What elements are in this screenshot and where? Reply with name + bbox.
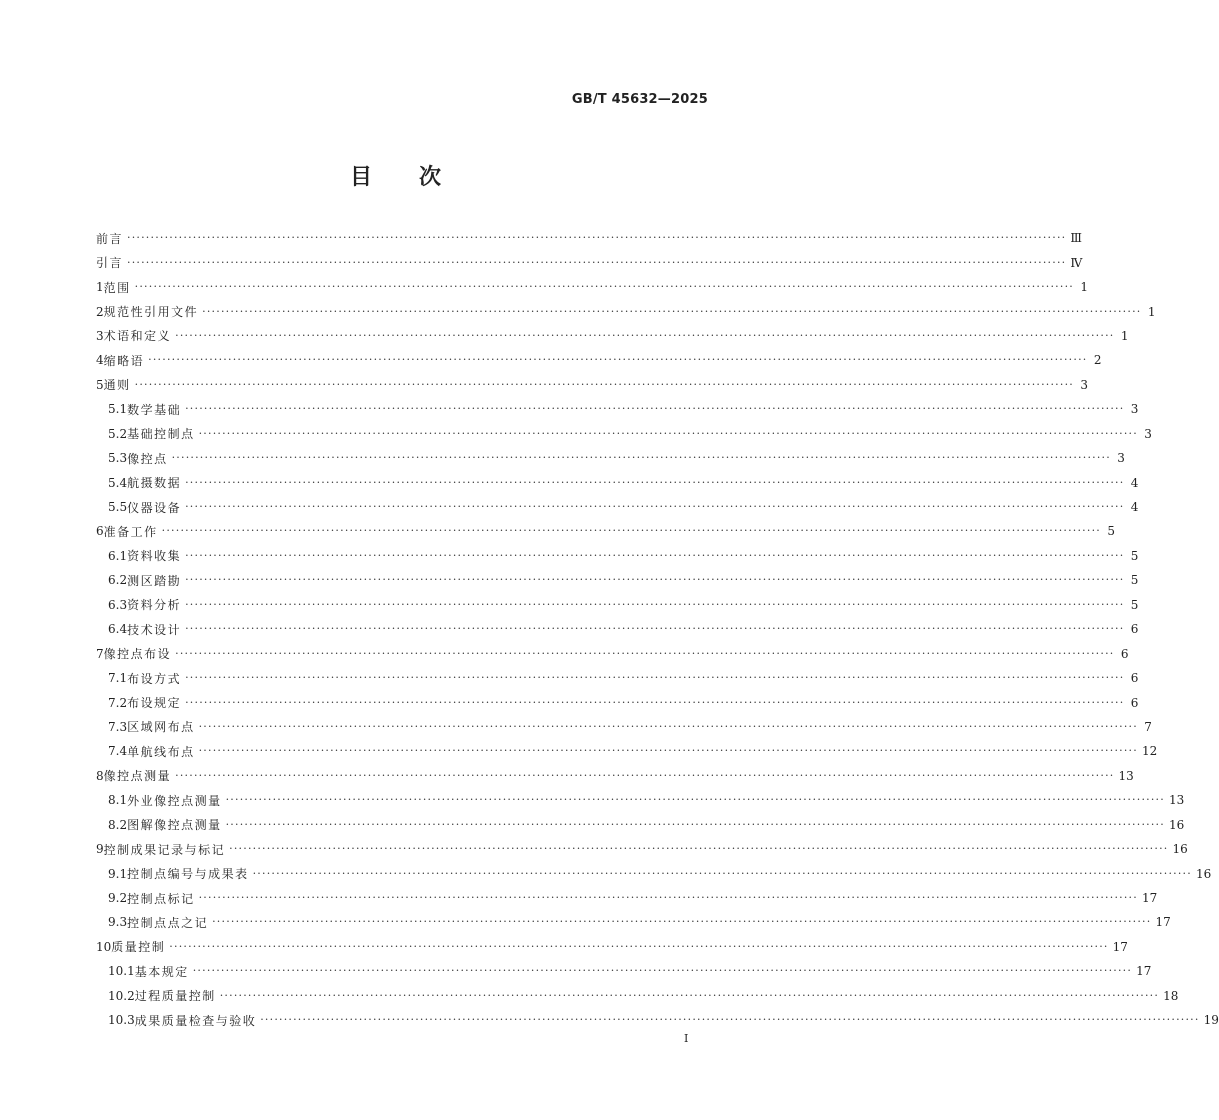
toc-entry-label: 测区踏勘 [127,573,182,588]
toc-leader-dots: ········································································································································································································ [185,573,1125,587]
toc-entry-number: 6.1 [108,548,128,563]
toc-entry-number: 7.3 [108,719,128,734]
toc-entry-label: 前言 [96,231,124,246]
toc-entry-number: 6.4 [108,622,128,637]
toc-entry[interactable] [96,250,1083,274]
toc-entry[interactable] [96,739,1158,763]
toc-entry-number: 5 [96,377,104,392]
toc-entry-page: 13 [1118,768,1134,783]
toc-entry[interactable] [96,617,1139,641]
toc-entry[interactable] [96,813,1185,837]
toc-entry-page: 5 [1130,548,1139,563]
toc-entry-label: 仪器设备 [127,500,182,515]
toc-leader-dots: ········································································································································································································ [219,988,1160,1002]
toc-entry[interactable] [96,910,1171,934]
toc-entry[interactable] [96,837,1188,861]
standard-code: GB/T 45632—2025 [571,92,708,107]
toc-entry[interactable] [96,959,1152,983]
toc-entry[interactable] [96,715,1152,739]
toc-entry[interactable] [96,373,1088,397]
toc-leader-dots: ········································································································································································································ [185,671,1125,685]
toc-entry-page: 18 [1163,988,1179,1003]
toc-entry[interactable] [96,935,1128,959]
toc-entry-page: 12 [1141,744,1158,759]
toc-entry-number: 1 [96,280,104,295]
toc-entry-number: 10 [96,939,112,954]
toc-entry[interactable] [96,470,1139,494]
toc-entry[interactable] [96,886,1158,910]
toc-entry-number: 6 [96,524,104,539]
toc-entry-page: 6 [1130,695,1139,710]
toc-entry-page: 17 [1112,939,1128,954]
toc-leader-dots: ········································································································································································································ [127,255,1067,269]
toc-leader-dots: ········································································································································································································ [198,719,1138,733]
toc-entry-page: 17 [1141,891,1158,906]
toc-entry-label: 控制点标记 [127,891,195,906]
toc-entry-number: 8.1 [108,793,128,808]
toc-entry-number: 10.2 [108,988,135,1003]
toc-entry-page: 3 [1117,451,1125,466]
toc-entry[interactable] [96,324,1129,348]
toc-entry-number: 5.3 [108,451,128,466]
toc-entry-label: 基础控制点 [127,427,195,442]
toc-entry-number: 7 [96,646,104,661]
toc-entry-label: 控制点编号与成果表 [127,867,249,882]
toc-entry[interactable] [96,275,1088,299]
toc-entry-page: 5 [1130,573,1139,588]
toc-entry-number: 9 [96,842,104,857]
toc-leader-dots: ········································································································································································································ [212,915,1152,929]
toc-entry-label: 数学基础 [127,402,182,417]
toc-entry-page: 19 [1203,1013,1219,1028]
toc-entry-page: Ⅳ [1070,255,1083,270]
toc-entry-number: 3 [96,328,104,343]
toc-entry-label: 术语和定义 [103,329,172,344]
toc-entry-label: 像控点布设 [103,647,172,662]
toc-entry[interactable] [96,544,1139,568]
toc-entry[interactable] [96,299,1156,323]
toc-entry-label: 外业像控点测量 [127,793,222,808]
toc-entry[interactable] [96,1008,1219,1032]
toc-entry-label: 区域网布点 [127,720,195,735]
toc-entry-label: 质量控制 [111,940,166,955]
toc-entry-label: 规范性引用文件 [103,305,199,320]
toc-entry[interactable] [96,568,1139,592]
toc-entry-number: 7.4 [108,744,128,759]
toc-entry-label: 基本规定 [134,964,189,979]
toc-entry-number: 6.3 [108,597,128,612]
toc-entry[interactable] [96,788,1185,812]
toc-entry-number: 9.3 [108,915,128,930]
toc-entry-page: 1 [1080,280,1088,295]
toc-entry[interactable] [96,422,1152,446]
toc-entry-number: 4 [96,353,104,368]
toc-entry[interactable] [96,446,1125,470]
toc-entry-number: 10.1 [108,964,135,979]
toc-leader-dots: ········································································································································································································ [185,500,1125,514]
toc-entry-label: 准备工作 [103,524,158,539]
toc-leader-dots: ········································································································································································································ [185,475,1125,489]
toc-entry-label: 范围 [103,280,131,295]
toc-leader-dots: ········································································································································································································ [198,744,1138,758]
toc-entry-page: 13 [1168,793,1185,808]
toc-entry-number: 8.2 [108,817,128,832]
toc-entry-label: 控制成果记录与标记 [103,842,226,857]
toc-entry-label: 像控点 [127,451,168,466]
toc-entry-page: 6 [1120,646,1129,661]
toc-entry-page: 1 [1120,328,1129,343]
toc-leader-dots: ········································································································································································································ [185,402,1125,416]
toc-entry-number: 9.1 [108,866,128,881]
toc-entry[interactable] [96,984,1179,1008]
toc-entry[interactable] [96,519,1115,543]
toc-entry-page: 17 [1136,964,1152,979]
toc-entry-page: 6 [1130,622,1139,637]
toc-entry-label: 通则 [103,378,131,393]
toc-entry-label: 成果质量检查与验收 [134,1013,257,1028]
toc-entry-page: 16 [1195,866,1212,881]
toc-entry-number: 6.2 [108,573,128,588]
toc-entry-label: 资料分析 [127,598,182,613]
toc-leader-dots: ········································································································································································································ [225,817,1165,831]
toc-entry-page: 16 [1172,842,1188,857]
toc-entry-label: 技术设计 [127,622,182,637]
toc-entry-number: 7.1 [108,671,128,686]
toc-entry[interactable] [96,690,1139,714]
toc-entry-label: 像控点测量 [103,769,172,784]
toc-leader-dots: ········································································································································································································ [198,891,1138,905]
toc-entry[interactable] [96,861,1212,885]
toc-entry-label: 引言 [96,256,124,271]
toc-leader-dots: ········································································································································································································ [225,793,1165,807]
toc-entry-number: 2 [96,304,104,319]
toc-leader-dots: ········································································································································································································ [148,353,1088,367]
toc-leader-dots: ········································································································································································································ [185,622,1125,636]
toc-entry-label: 布设方式 [127,671,182,686]
toc-entry-label: 过程质量控制 [134,989,216,1004]
toc-entry-page: 5 [1107,524,1115,539]
toc-leader-dots: ········································································································································································································ [198,426,1138,440]
toc-entry-page: Ⅲ [1070,231,1082,246]
toc-entry-page: 4 [1130,500,1139,515]
toc-entry[interactable] [96,666,1139,690]
toc-entry-number: 8 [96,768,104,783]
toc-leader-dots: ········································································································································································································ [202,304,1142,318]
toc-entry-page: 3 [1144,426,1152,441]
toc-entry[interactable] [96,348,1102,372]
toc-leader-dots: ········································································································································································································ [175,328,1115,342]
toc-leader-dots: ········································································································································································································ [185,695,1125,709]
toc-title: 目 次 [349,165,442,190]
toc-leader-dots: ········································································································································································································ [134,280,1074,294]
toc-entry[interactable] [96,397,1139,421]
toc-entry-page: 3 [1080,377,1088,392]
toc-entry-page: 17 [1155,915,1171,930]
toc-leader-dots: ········································································································································································································ [161,524,1101,538]
toc-entry-number: 5.5 [108,500,128,515]
toc-entry-number: 5.4 [108,475,128,490]
toc-entry-number: 10.3 [108,1013,135,1028]
toc-entry-label: 布设规定 [127,696,182,711]
page-number: I [684,1032,689,1045]
toc-leader-dots: ········································································································································································································ [175,768,1115,782]
toc-entry-label: 缩略语 [103,353,145,368]
toc-entry-label: 控制点点之记 [127,915,209,930]
toc-leader-dots: ········································································································································································································ [175,646,1115,660]
toc-entry-label: 单航线布点 [127,744,195,759]
toc-entry-page: 2 [1093,353,1102,368]
toc-leader-dots: ········································································································································································································ [192,964,1133,978]
toc-entry-label: 图解像控点测量 [127,818,222,833]
toc-entry[interactable] [96,593,1139,617]
toc-leader-dots: ········································································································································································································ [134,377,1074,391]
toc-entry-page: 4 [1130,475,1139,490]
toc-entry-number: 5.1 [108,402,128,417]
toc-leader-dots: ········································································································································································································ [169,939,1109,953]
toc-entry-number: 9.2 [108,891,128,906]
toc-entry-label: 资料收集 [127,549,182,564]
toc-leader-dots: ········································································································································································································ [252,866,1192,880]
toc-leader-dots: ········································································································································································································ [260,1013,1200,1027]
toc-entry-page: 6 [1130,671,1139,686]
toc-entry[interactable] [96,226,1082,250]
toc-entry[interactable] [96,764,1134,788]
toc-entry-page: 1 [1147,304,1156,319]
toc-leader-dots: ········································································································································································································ [185,548,1125,562]
toc-entry-number: 5.2 [108,426,128,441]
toc-leader-dots: ········································································································································································································ [171,451,1111,465]
table-of-contents [96,226,1219,1032]
toc-entry-label: 航摄数据 [127,476,182,491]
toc-entry-page: 16 [1168,817,1185,832]
toc-leader-dots: ········································································································································································································ [185,597,1125,611]
toc-leader-dots: ········································································································································································································ [229,842,1169,856]
toc-entry-number: 7.2 [108,695,128,710]
toc-entry-page: 7 [1144,719,1152,734]
toc-entry[interactable] [96,495,1139,519]
toc-leader-dots: ········································································································································································································ [127,231,1067,245]
toc-entry-page: 5 [1130,597,1139,612]
toc-entry-page: 3 [1130,402,1139,417]
toc-entry[interactable] [96,641,1129,665]
